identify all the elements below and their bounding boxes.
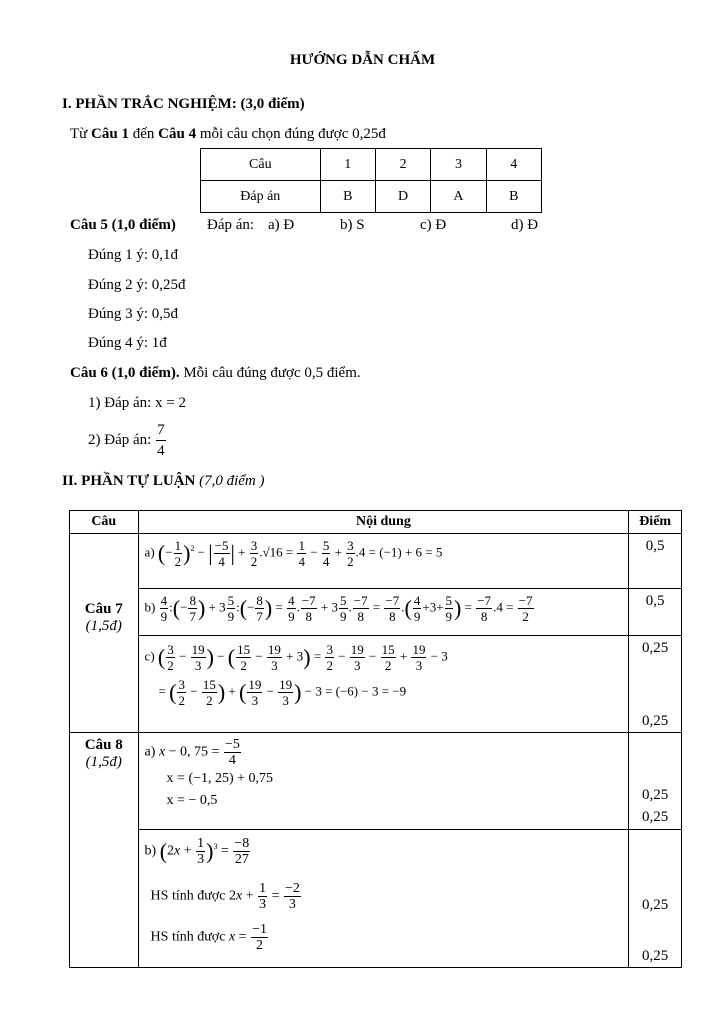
q8a-score-cell [629, 733, 682, 830]
q8a-line-1: a) x − 0, 75 = $\frac{-5}{4}$ [144, 737, 240, 768]
q5-answer-b: b) S [340, 217, 365, 233]
q6-label: Câu 6 (1,0 điểm). [70, 365, 180, 381]
q8a-score-1: 0,25 [642, 787, 669, 803]
q8-label-cell [70, 733, 139, 968]
table-row [201, 181, 542, 213]
q7a-content [138, 534, 629, 589]
intro-text: đến [128, 126, 159, 142]
header-cau: Câu [70, 511, 139, 534]
intro-text: Từ [70, 126, 92, 142]
q6-line [70, 365, 361, 382]
q8a-prefix: a) [144, 744, 156, 760]
table-cell: B [486, 181, 541, 213]
q6-answer-1: 1) Đáp án: x = 2 [88, 395, 187, 411]
q7c-score-cell [629, 636, 682, 733]
q5-label: Câu 5 (1,0 điểm) [70, 217, 176, 233]
q8b-score-2: 0,25 [642, 948, 669, 964]
q7c-score-1: 0,25 [642, 640, 669, 656]
q8a-line-2: x = (−1, 25) + 0,75 [166, 771, 274, 786]
part2-points: (7,0 điểm ) [199, 473, 265, 489]
q6-answer-2 [88, 420, 167, 461]
q5-score-4: Đúng 4 ý: 1đ [88, 335, 167, 351]
q5-score-3: Đúng 3 ý: 0,5đ [88, 306, 178, 322]
q8a-line-3: x = − 0,5 [166, 793, 218, 808]
part2-heading-text: II. PHẦN TỰ LUẬN [62, 473, 196, 489]
table-cell: B [320, 181, 375, 213]
table-cell: 1 [320, 149, 375, 181]
table-cell: Đáp án [201, 181, 321, 213]
table-cell: 3 [431, 149, 486, 181]
q6-fraction [156, 420, 166, 461]
part1-intro [70, 126, 386, 143]
q8b-prefix: b) [144, 843, 157, 859]
q8b-score-1: 0,25 [642, 897, 669, 913]
q8-points: (1,5đ) [85, 754, 122, 770]
essay-table [69, 510, 682, 968]
q8a-content [138, 733, 629, 830]
header-noidung: Nội dung [138, 511, 629, 534]
table-cell: Câu [201, 149, 321, 181]
q8b-hs-1: HS tính được [150, 888, 226, 904]
part1-heading-text: I. PHẦN TRẮC NGHIỆM: [62, 96, 237, 112]
q6-text: Mỗi câu đúng được 0,5 điểm. [179, 365, 361, 381]
q5-line [70, 217, 630, 234]
q7-label: Câu 7 [84, 601, 123, 617]
q5-answer-prefix: Đáp án: [207, 217, 255, 233]
part1-heading [62, 96, 305, 113]
part1-points: (3,0 điểm) [240, 96, 305, 112]
table-row [70, 636, 682, 733]
q8b-score-cell [629, 830, 682, 968]
intro-cau1: Câu 1 [91, 126, 129, 142]
table-row [70, 589, 682, 636]
q8-label: Câu 8 [84, 737, 123, 753]
q7b-formula: b) $\frac{4}{9}$ :(− $\frac{8}{7}$ ) + 3 $\frac{5}{9}$ :(− $\frac{8}{7}$ ) = $\frac{4}{9}$ . $\frac{-7}{8}$ + 3 $\frac{5}{9}$ . $\frac{-7}{8}$ = $\frac{-7}{8}$ .( $\frac{4}{9}$ +3+ $\frac{5}{9}$ ) = $\frac{-7}{8}$ .4 = $\frac{-7}{2}$ [144, 593, 533, 624]
table-cell: A [431, 181, 486, 213]
table-cell: D [375, 181, 430, 213]
q8a-score-2: 0,25 [642, 809, 669, 825]
q7-points: (1,5đ) [85, 618, 122, 634]
q7c-score-2: 0,25 [642, 713, 669, 729]
q5-answer-a: a) Đ [268, 217, 295, 233]
table-header-row [70, 511, 682, 534]
table-row [70, 534, 682, 589]
q7-label-cell [70, 534, 139, 733]
q7c-formula-2: = ( $\frac{3}{2}$ − $\frac{15}{2}$ ) + ( $\frac{19}{3}$ − $\frac{19}{3}$ ) − 3 = (−6) − 3 = −9 [158, 677, 407, 708]
intro-cau4: Câu 4 [158, 126, 197, 142]
table-cell: 2 [375, 149, 430, 181]
q5-score-2: Đúng 2 ý: 0,25đ [88, 277, 186, 293]
q7a-score: 0,5 [629, 534, 682, 589]
q8b-line-2: HS tính được 2x + $\frac{1}{3}$ = $\frac{-2}{3}$ [150, 881, 300, 912]
q8b-hs-2: HS tính được [150, 929, 226, 945]
table-row [201, 149, 542, 181]
part2-heading [62, 473, 265, 490]
q8b-line-3: HS tính được x = $\frac{-1}{2}$ [150, 922, 267, 953]
q7b-content [138, 589, 629, 636]
q7b-score: 0,5 [629, 589, 682, 636]
q5-answer-d: d) Đ [511, 217, 539, 233]
page-title: HƯỚNG DẪN CHẤM [289, 52, 436, 68]
q5-answer-c: c) Đ [420, 217, 447, 233]
q8b-line-1: b) (2x + $\frac{1}{3}$ )$^3$ = $\frac{-8}{27}$ [144, 836, 250, 867]
header-diem: Điểm [629, 511, 682, 534]
answer-table [200, 148, 542, 213]
q7c-formula-1: c) ( $\frac{3}{2}$ − $\frac{19}{3}$ ) − ( $\frac{15}{2}$ − $\frac{19}{3}$ + 3) = $\frac{3}{2}$ − $\frac{19}{3}$ − $\frac{15}{2}$ + $\frac{19}{3}$ − 3 [144, 642, 448, 673]
intro-text: mỗi câu chọn đúng được 0,25đ [196, 126, 386, 142]
q8b-content [138, 830, 629, 968]
table-row [70, 830, 682, 968]
q7a-formula: a) (− $\frac{1}{2}$ )$^2$ − | $\frac{-5}{4}$ | + $\frac{3}{2}$ .√16 = $\frac{1}{4}$ − $\frac{5}{4}$ + $\frac{3}{2}$ .4 = (−1) + 6 = 5 [144, 538, 443, 569]
q5-score-1: Đúng 1 ý: 0,1đ [88, 247, 178, 263]
fraction-denominator: 4 [157, 443, 165, 459]
fraction-numerator: 7 [156, 420, 166, 441]
table-cell: 4 [486, 149, 541, 181]
q7c-content [138, 636, 629, 733]
table-row [70, 733, 682, 830]
q6-answer-2-prefix: 2) Đáp án: [88, 432, 152, 448]
